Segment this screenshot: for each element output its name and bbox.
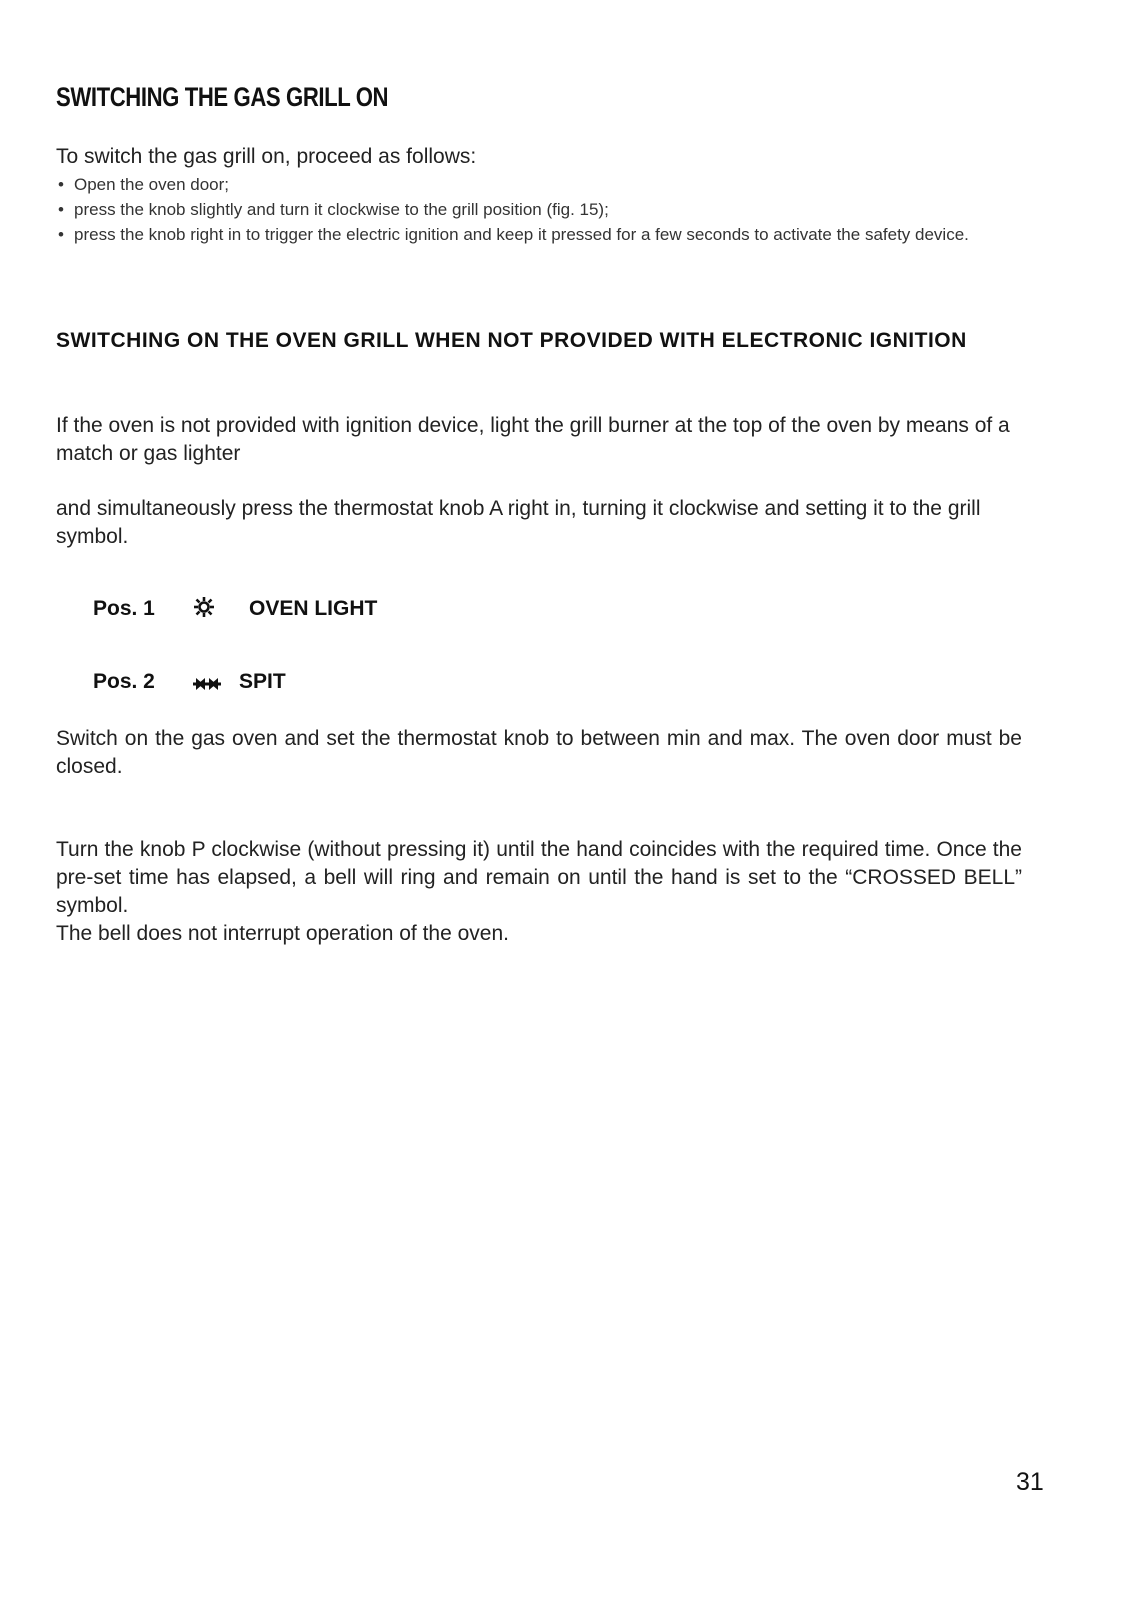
spit-icon: [193, 673, 221, 687]
section-heading-oven-grill: SWITCHING ON THE OVEN GRILL WHEN NOT PROVIDED WITH ELECTRONIC IGNITION: [56, 329, 967, 352]
list-item-text: Open the oven door;: [74, 175, 230, 194]
bullet-symbol: •: [58, 175, 64, 194]
paragraph-gas-oven: Switch on the gas oven and set the thermostat knob to between min and max. The oven door must be closed.: [56, 727, 1022, 778]
list-item: [56, 172, 1016, 197]
bullet-symbol: •: [58, 200, 64, 219]
list-item: [56, 197, 1016, 222]
list-item-text: press the knob slightly and turn it clockwise to the grill position (fig. 15);: [74, 200, 609, 219]
position-text: OVEN LIGHT: [249, 597, 378, 620]
position-row-1: [93, 597, 377, 621]
intro-text: To switch the gas grill on, proceed as follows:: [56, 145, 477, 168]
list-item-text: press the knob right in to trigger the electric ignition and keep it pressed for a few seconds to activate the safety device.: [74, 225, 969, 244]
paragraph-timer: Turn the knob P clockwise (without pressing it) until the hand coincides with the required time. Once the pre-set time has elapsed, a bell will ring and remain on until the hand is set to the “CROSSED BELL” symbol.: [56, 838, 1022, 917]
oven-light-icon: [193, 596, 215, 618]
paragraph-bell: The bell does not interrupt operation of the oven.: [56, 922, 509, 945]
section-heading-gas-grill: SWITCHING THE GAS GRILL ON: [56, 82, 389, 112]
paragraph-thermostat: and simultaneously press the thermostat knob A right in, turning it clockwise and setting it to the grill symbol.: [56, 497, 981, 548]
paragraph-ignition: If the oven is not provided with ignition device, light the grill burner at the top of the oven by means of a match or gas lighter: [56, 414, 1010, 465]
position-text: SPIT: [239, 670, 286, 693]
page-number: 31: [1016, 1468, 1044, 1496]
instruction-list: [56, 172, 1016, 247]
position-row-2: [93, 670, 286, 694]
position-label: Pos. 2: [93, 670, 155, 693]
position-label: Pos. 1: [93, 597, 155, 620]
bullet-symbol: •: [58, 225, 64, 244]
list-item: [56, 222, 1016, 247]
